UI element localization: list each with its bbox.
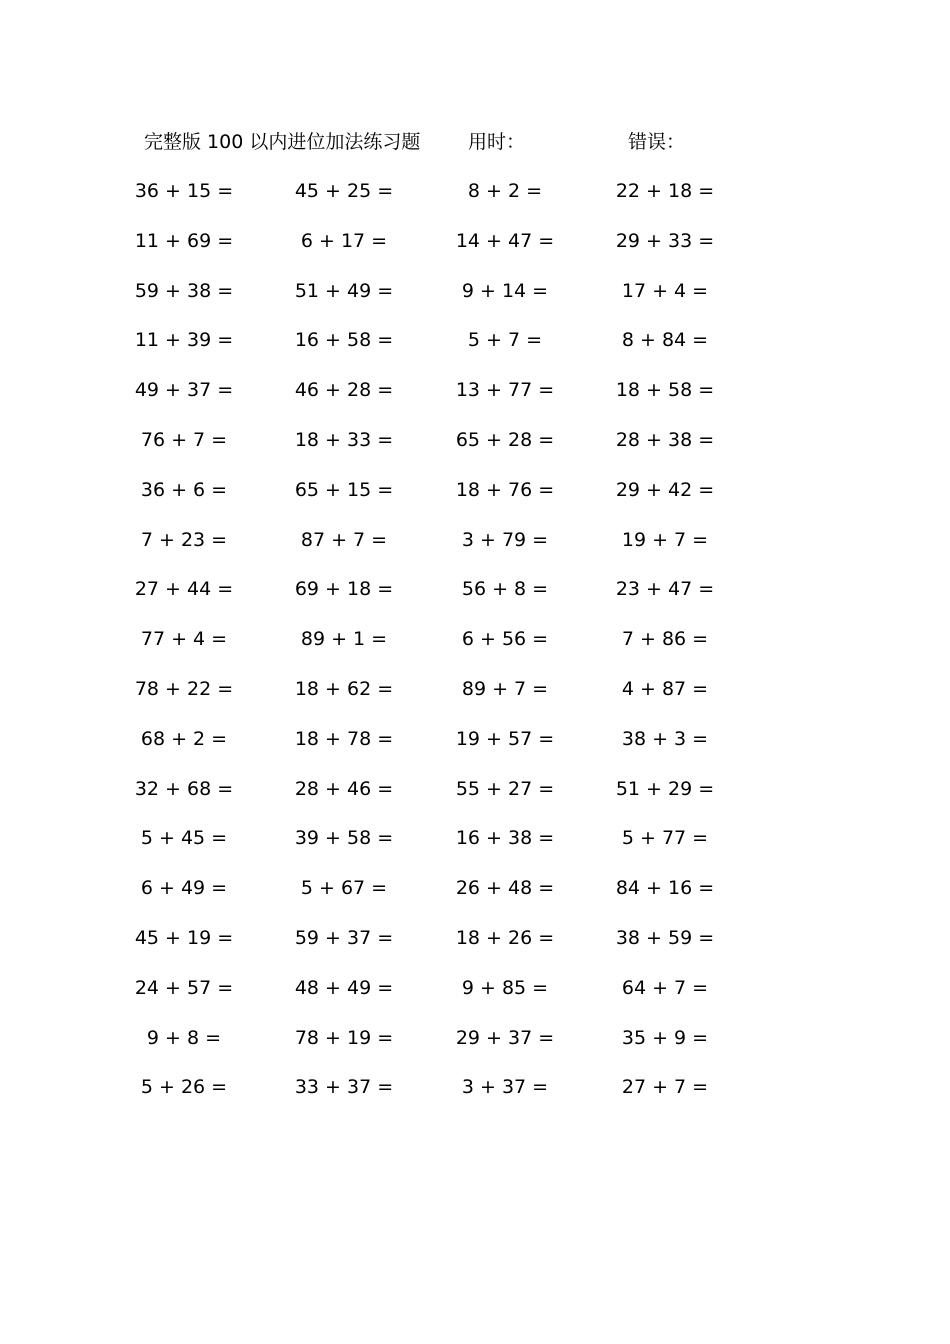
addition-problem: 65 + 28 = [455, 429, 555, 451]
problem-row [0, 325, 950, 355]
problem-row [0, 1072, 950, 1102]
addition-problem: 9 + 85 = [461, 976, 549, 999]
addition-problem: 18 + 58 = [615, 379, 715, 402]
addition-problem: 32 + 68 = [134, 777, 234, 800]
addition-problem: 35 + 9 = [621, 1026, 709, 1049]
addition-problem: 39 + 58 = [294, 827, 394, 850]
addition-problem: 38 + 3 = [621, 727, 709, 750]
worksheet-header [0, 128, 950, 158]
addition-problem: 16 + 58 = [294, 329, 394, 352]
addition-problem: 23 + 47 = [615, 578, 715, 601]
problem-row [0, 276, 950, 306]
problem-row [0, 226, 950, 256]
addition-problem: 5 + 7 = [467, 329, 543, 352]
addition-problem: 7 + 23 = [140, 528, 228, 551]
addition-problem: 17 + 4 = [621, 279, 709, 302]
time-label: 用时： [468, 131, 526, 153]
addition-problem: 78 + 22 = [134, 678, 234, 700]
addition-problem: 18 + 26 = [455, 927, 555, 949]
addition-problem: 78 + 19 = [294, 1026, 394, 1049]
addition-problem: 48 + 49 = [294, 976, 394, 999]
addition-problem: 9 + 8 = [146, 1026, 222, 1049]
addition-problem: 7 + 86 = [621, 628, 709, 651]
addition-problem: 4 + 87 = [621, 678, 709, 700]
addition-problem: 49 + 37 = [134, 379, 234, 402]
addition-problem: 16 + 38 = [455, 827, 555, 850]
addition-problem: 19 + 57 = [455, 727, 555, 750]
problem-row [0, 774, 950, 804]
problem-row [0, 525, 950, 555]
addition-problem: 22 + 18 = [615, 180, 715, 202]
addition-problem: 8 + 2 = [467, 180, 543, 202]
addition-problem: 27 + 44 = [134, 578, 234, 601]
addition-problem: 87 + 7 = [300, 528, 388, 551]
addition-problem: 76 + 7 = [140, 429, 228, 451]
addition-problem: 6 + 49 = [140, 877, 228, 900]
addition-problem: 89 + 1 = [300, 628, 388, 651]
problem-row [0, 873, 950, 903]
addition-problem: 18 + 33 = [294, 429, 394, 451]
addition-problem: 84 + 16 = [615, 877, 715, 900]
addition-problem: 36 + 6 = [140, 478, 228, 501]
addition-problem: 56 + 8 = [461, 578, 549, 601]
addition-problem: 3 + 79 = [461, 528, 549, 551]
addition-problem: 77 + 4 = [140, 628, 228, 651]
addition-problem: 8 + 84 = [621, 329, 709, 352]
addition-problem: 89 + 7 = [461, 678, 549, 700]
problem-row [0, 923, 950, 953]
addition-problem: 46 + 28 = [294, 379, 394, 402]
addition-problem: 26 + 48 = [455, 877, 555, 900]
problem-row [0, 823, 950, 853]
addition-problem: 24 + 57 = [134, 976, 234, 999]
addition-problem: 27 + 7 = [621, 1076, 709, 1099]
problem-row [0, 475, 950, 505]
addition-problem: 29 + 33 = [615, 229, 715, 252]
addition-problem: 5 + 77 = [621, 827, 709, 850]
problem-row [0, 375, 950, 405]
addition-problem: 28 + 46 = [294, 777, 394, 800]
addition-problem: 18 + 76 = [455, 478, 555, 501]
addition-problem: 38 + 59 = [615, 927, 715, 949]
problem-row [0, 176, 950, 206]
addition-problem: 9 + 14 = [461, 279, 549, 302]
addition-problem: 36 + 15 = [134, 180, 234, 202]
addition-problem: 11 + 39 = [134, 329, 234, 352]
addition-problem: 18 + 78 = [294, 727, 394, 750]
addition-problem: 55 + 27 = [455, 777, 555, 800]
addition-problem: 3 + 37 = [461, 1076, 549, 1099]
addition-problem: 14 + 47 = [455, 229, 555, 252]
worksheet-title: 完整版 100 以内进位加法练习题 [144, 131, 421, 153]
problem-row [0, 574, 950, 604]
addition-problem: 65 + 15 = [294, 478, 394, 501]
problem-row [0, 674, 950, 704]
problem-row [0, 425, 950, 455]
addition-problem: 19 + 7 = [621, 528, 709, 551]
problem-row [0, 1023, 950, 1053]
addition-problem: 6 + 17 = [300, 229, 388, 252]
addition-problem: 64 + 7 = [621, 976, 709, 999]
addition-problem: 29 + 37 = [455, 1026, 555, 1049]
addition-problem: 5 + 26 = [140, 1076, 228, 1099]
error-label: 错误： [628, 131, 686, 153]
problem-row [0, 973, 950, 1003]
addition-problem: 11 + 69 = [134, 229, 234, 252]
addition-problem: 68 + 2 = [140, 727, 228, 750]
addition-problem: 69 + 18 = [294, 578, 394, 601]
problem-row [0, 724, 950, 754]
addition-problem: 45 + 19 = [134, 927, 234, 949]
addition-problem: 5 + 67 = [300, 877, 388, 900]
addition-problem: 51 + 49 = [294, 279, 394, 302]
addition-problem: 6 + 56 = [461, 628, 549, 651]
addition-problem: 5 + 45 = [140, 827, 228, 850]
addition-problem: 13 + 77 = [455, 379, 555, 402]
addition-problem: 18 + 62 = [294, 678, 394, 700]
problem-row [0, 624, 950, 654]
addition-problem: 28 + 38 = [615, 429, 715, 451]
addition-problem: 29 + 42 = [615, 478, 715, 501]
addition-problem: 59 + 37 = [294, 927, 394, 949]
addition-problem: 59 + 38 = [134, 279, 234, 302]
addition-problem: 51 + 29 = [615, 777, 715, 800]
addition-problem: 45 + 25 = [294, 180, 394, 202]
addition-problem: 33 + 37 = [294, 1076, 394, 1099]
